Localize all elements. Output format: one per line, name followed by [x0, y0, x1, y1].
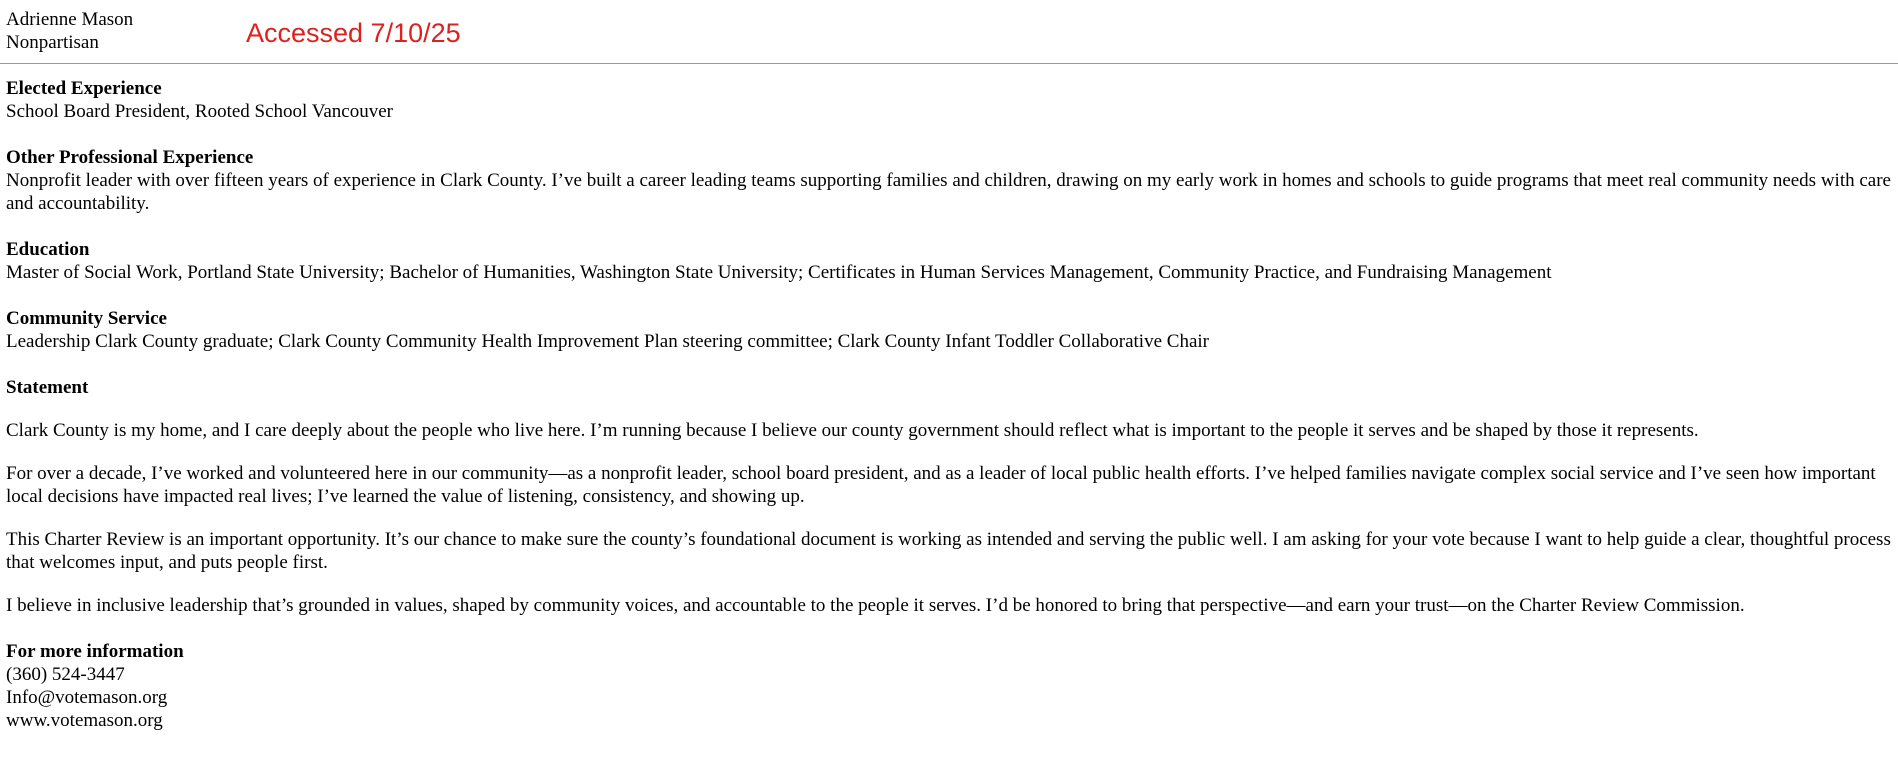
- header-divider: [0, 63, 1898, 64]
- statement-heading: Statement: [6, 377, 89, 398]
- candidate-name: Adrienne Mason: [6, 9, 134, 30]
- education-text: Master of Social Work, Portland State University; Bachelor of Humanities, Washington State University; Certificates in Human Services Management, Community Practice, and Fundraising Management: [6, 262, 1552, 283]
- contact-email: Info@votemason.org: [6, 687, 168, 708]
- professional-experience-heading: Other Professional Experience: [6, 147, 254, 168]
- community-service-text: Leadership Clark County graduate; Clark County Community Health Improvement Plan steering committee; Clark County Infant Toddler Collaborative Chair: [6, 331, 1209, 352]
- candidate-party: Nonpartisan: [6, 32, 99, 53]
- accessed-date-stamp: Accessed 7/10/25: [246, 18, 461, 48]
- contact-section: [6, 640, 1892, 732]
- candidate-header: [6, 8, 1886, 56]
- candidate-profile: [6, 77, 1892, 755]
- elected-experience-text: School Board President, Rooted School Vancouver: [6, 101, 393, 122]
- professional-experience-text: Nonprofit leader with over fifteen years of experience in Clark County. I’ve built a career leading teams supporting families and children, drawing on my early work in homes and schools to guide programs that meet real community needs with care and accountability.: [6, 170, 1891, 214]
- community-service-section: [6, 307, 1892, 353]
- statement-paragraph: For over a decade, I’ve worked and volunteered here in our community—as a nonprofit leader, school board president, and as a leader of local public health efforts. I’ve helped families navigate complex social service and I’ve seen how important local decisions have impacted real lives; I’ve learned the value of listening, consistency, and showing up.: [6, 463, 1876, 507]
- community-service-heading: Community Service: [6, 308, 167, 329]
- statement-paragraph: This Charter Review is an important opportunity. It’s our chance to make sure the county’s foundational document is working as intended and serving the public well. I am asking for your vote because I want to help guide a clear, thoughtful process that welcomes input, and puts people first.: [6, 529, 1891, 573]
- statement-section: [6, 376, 1892, 617]
- elected-experience-section: [6, 77, 1892, 123]
- education-heading: Education: [6, 239, 90, 260]
- contact-website: www.votemason.org: [6, 710, 163, 731]
- statement-paragraph: I believe in inclusive leadership that’s grounded in values, shaped by community voices, and accountable to the people it serves. I’d be honored to bring that perspective—and earn your trust—on the Charter Review Commission.: [6, 595, 1745, 616]
- statement-paragraph: Clark County is my home, and I care deeply about the people who live here. I’m running because I believe our county government should reflect what is important to the people it serves and be shaped by those it represents.: [6, 420, 1699, 441]
- education-section: [6, 238, 1892, 284]
- contact-phone: (360) 524-3447: [6, 664, 125, 685]
- elected-experience-heading: Elected Experience: [6, 78, 162, 99]
- professional-experience-section: [6, 146, 1892, 215]
- contact-heading: For more information: [6, 641, 184, 662]
